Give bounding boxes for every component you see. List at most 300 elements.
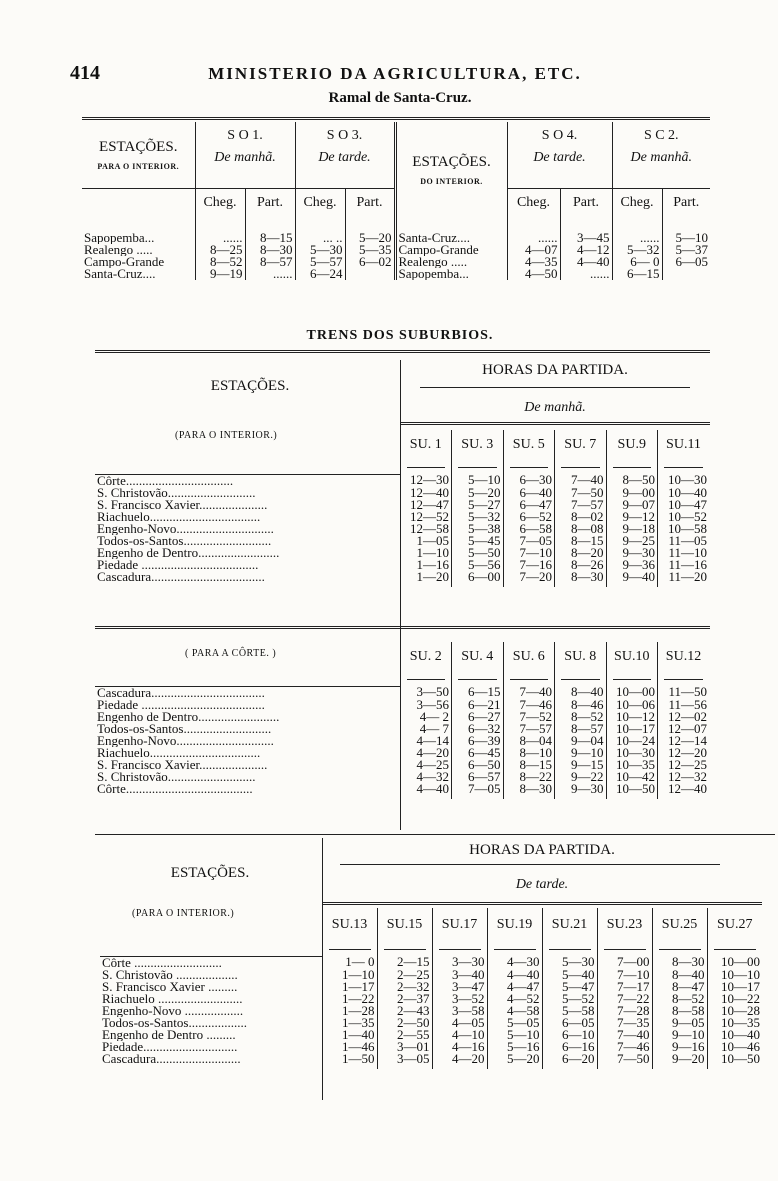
station-name: Santa-Cruz.... bbox=[395, 232, 507, 244]
time-cell: 6—15 bbox=[452, 686, 504, 699]
train-code: SU. 8 bbox=[555, 642, 607, 672]
time-cell: 7—17 bbox=[597, 981, 652, 993]
train-period: De tarde. bbox=[507, 150, 612, 188]
direction-label: PARA O INTERIOR. bbox=[97, 161, 180, 171]
time-cell: 5—27 bbox=[452, 499, 504, 511]
time-cell: 5—40 bbox=[542, 969, 597, 981]
time-cell bbox=[345, 268, 395, 280]
santa-cruz-table bbox=[82, 122, 710, 280]
time-cell: 3—58 bbox=[432, 1005, 487, 1017]
time-cell: 8—50 bbox=[606, 474, 658, 487]
time-cell: 6—45 bbox=[452, 747, 504, 759]
time-cell: 7—05 bbox=[503, 535, 555, 547]
station-name: Engenho de Dentro ......... bbox=[102, 1028, 236, 1041]
time-cell: 6—00 bbox=[452, 571, 504, 583]
time-cell: 11—05 bbox=[658, 535, 710, 547]
time-cell: 8—15 bbox=[503, 759, 555, 771]
time-cell: 6—21 bbox=[452, 699, 504, 711]
train-code: SU.27 bbox=[707, 908, 762, 942]
time-cell: 10—24 bbox=[606, 735, 658, 747]
train-code: SU.13 bbox=[322, 908, 377, 942]
stations-header: ESTAÇÕES. bbox=[412, 154, 491, 170]
timetable bbox=[95, 430, 709, 587]
time-cell: 1—10 bbox=[400, 547, 452, 559]
time-cell: 5—37 bbox=[662, 244, 710, 256]
time-cell: 7—52 bbox=[503, 711, 555, 723]
time-cell: 8—58 bbox=[652, 1005, 707, 1017]
time-cell: 10—58 bbox=[658, 523, 710, 535]
station-name: Piedade ...................................... bbox=[97, 698, 265, 711]
timetable bbox=[100, 908, 762, 1069]
table-row bbox=[95, 735, 709, 747]
train-period: De manhã. bbox=[195, 150, 295, 188]
time-cell: 7—16 bbox=[503, 559, 555, 571]
train-code: SU. 1 bbox=[400, 430, 452, 460]
stations-header: ESTAÇÕES. bbox=[210, 378, 290, 394]
time-cell: 3—40 bbox=[432, 969, 487, 981]
time-cell: 4— 2 bbox=[400, 711, 452, 723]
time-cell: 6—39 bbox=[452, 735, 504, 747]
page-number: 414 bbox=[70, 62, 100, 84]
station-name: Engenho-Novo.............................. bbox=[97, 522, 274, 535]
time-cell: 7—10 bbox=[597, 969, 652, 981]
direction-label: ( PARA A CÔRTE. ) bbox=[185, 648, 277, 659]
station-name: Riachuelo .......................... bbox=[102, 992, 243, 1005]
time-cell: 10—40 bbox=[658, 487, 710, 499]
time-cell: 5—20 bbox=[452, 487, 504, 499]
station-name: S. Francisco Xavier..................... bbox=[97, 498, 268, 511]
table-row bbox=[100, 969, 762, 981]
time-cell: 1— 0 bbox=[322, 956, 377, 969]
time-cell: 6—52 bbox=[503, 511, 555, 523]
direction-label: (PARA O INTERIOR.) bbox=[175, 430, 278, 441]
time-cell: 5—30 bbox=[542, 956, 597, 969]
time-cell: 5—52 bbox=[542, 993, 597, 1005]
time-cell: 3—01 bbox=[377, 1041, 432, 1053]
train-period: De tarde. bbox=[295, 150, 395, 188]
time-cell: 7—35 bbox=[597, 1017, 652, 1029]
time-cell: 11—16 bbox=[658, 559, 710, 571]
hours-header: HORAS DA PARTIDA. bbox=[469, 842, 615, 858]
time-cell: 4—20 bbox=[432, 1053, 487, 1065]
table-row bbox=[95, 711, 709, 723]
page-title: MINISTERIO DA AGRICULTURA, ETC. bbox=[208, 64, 582, 83]
train-code: S C 2. bbox=[612, 122, 710, 150]
table-row bbox=[82, 244, 710, 256]
col-header: Part. bbox=[245, 188, 295, 218]
time-cell: 9—36 bbox=[606, 559, 658, 571]
time-cell: 6—10 bbox=[542, 1029, 597, 1041]
station-name: Campo-Grande bbox=[84, 256, 165, 268]
time-cell: 8—02 bbox=[555, 511, 607, 523]
time-cell: 10—00 bbox=[707, 956, 762, 969]
time-cell: 9—30 bbox=[606, 547, 658, 559]
time-cell: 9—12 bbox=[606, 511, 658, 523]
time-cell: 4—25 bbox=[400, 759, 452, 771]
time-cell: 1—10 bbox=[322, 969, 377, 981]
time-cell: 8—52 bbox=[652, 993, 707, 1005]
time-cell: 5—16 bbox=[487, 1041, 542, 1053]
time-cell: 10—50 bbox=[707, 1053, 762, 1065]
time-cell: 1—35 bbox=[322, 1017, 377, 1029]
time-cell: 8—30 bbox=[245, 244, 295, 256]
time-cell: 2—43 bbox=[377, 1005, 432, 1017]
train-code: SU.12 bbox=[658, 642, 710, 672]
station-name: Cascadura.......................... bbox=[102, 1052, 241, 1065]
time-cell: 6— 0 bbox=[612, 256, 662, 268]
train-code: SU.21 bbox=[542, 908, 597, 942]
section-title-santa-cruz: Ramal de Santa-Cruz. bbox=[328, 90, 472, 106]
time-cell: 7—57 bbox=[503, 723, 555, 735]
time-cell: 3—30 bbox=[432, 956, 487, 969]
stations-header: ESTAÇÕES. bbox=[170, 865, 250, 881]
time-cell: 2—32 bbox=[377, 981, 432, 993]
train-code: SU. 4 bbox=[452, 642, 504, 672]
time-cell: 4—12 bbox=[560, 244, 612, 256]
train-code: SU. 3 bbox=[452, 430, 504, 460]
table-row bbox=[95, 723, 709, 735]
train-period: De manhã. bbox=[612, 150, 710, 188]
direction-label: (PARA O INTERIOR.) bbox=[132, 908, 235, 919]
time-cell: 5—20 bbox=[487, 1053, 542, 1065]
station-name: Côrte................................. bbox=[97, 474, 234, 487]
train-code: SU.15 bbox=[377, 908, 432, 942]
table-row bbox=[82, 268, 710, 280]
time-cell: 12—58 bbox=[400, 523, 452, 535]
time-cell: 1—05 bbox=[400, 535, 452, 547]
time-cell: 9—22 bbox=[555, 771, 607, 783]
time-cell: 10—42 bbox=[606, 771, 658, 783]
time-cell: 1—22 bbox=[322, 993, 377, 1005]
time-cell: 6—57 bbox=[452, 771, 504, 783]
time-cell bbox=[662, 268, 710, 280]
time-cell: 12—32 bbox=[658, 771, 710, 783]
table-row bbox=[95, 571, 709, 583]
time-cell: 5—38 bbox=[452, 523, 504, 535]
time-cell: 9—25 bbox=[606, 535, 658, 547]
time-cell: 12—47 bbox=[400, 499, 452, 511]
time-cell: ...... bbox=[195, 232, 245, 244]
time-cell: 10—47 bbox=[658, 499, 710, 511]
time-cell: 11—50 bbox=[658, 686, 710, 699]
time-cell: 5—45 bbox=[452, 535, 504, 547]
time-cell: 10—17 bbox=[707, 981, 762, 993]
time-cell: 5—20 bbox=[345, 232, 395, 244]
time-cell: 7—28 bbox=[597, 1005, 652, 1017]
time-cell: 8—30 bbox=[555, 571, 607, 583]
time-cell: 11—56 bbox=[658, 699, 710, 711]
time-cell: 7—22 bbox=[597, 993, 652, 1005]
station-name: Todos-os-Santos.................. bbox=[102, 1016, 247, 1029]
time-cell: 12—14 bbox=[658, 735, 710, 747]
table-row bbox=[95, 535, 709, 547]
train-code: SU.19 bbox=[487, 908, 542, 942]
time-cell: 10—30 bbox=[658, 474, 710, 487]
time-cell: 9—40 bbox=[606, 571, 658, 583]
train-code: SU. 6 bbox=[503, 642, 555, 672]
time-cell: 4—16 bbox=[432, 1041, 487, 1053]
time-cell: 5—10 bbox=[487, 1029, 542, 1041]
station-name: Côrte ........................... bbox=[102, 956, 222, 969]
table-row bbox=[100, 956, 762, 969]
station-name: Engenho-Novo.............................. bbox=[97, 734, 274, 747]
time-cell: ...... bbox=[245, 268, 295, 280]
station-name: Cascadura................................... bbox=[97, 686, 265, 699]
time-cell: 2—50 bbox=[377, 1017, 432, 1029]
table-row bbox=[95, 547, 709, 559]
train-code: SU.25 bbox=[652, 908, 707, 942]
time-cell: 6—05 bbox=[662, 256, 710, 268]
time-cell: 5—32 bbox=[612, 244, 662, 256]
table-row bbox=[95, 559, 709, 571]
time-cell: 8—30 bbox=[652, 956, 707, 969]
station-name: S. Christovão........................... bbox=[97, 486, 256, 499]
time-cell: 8—26 bbox=[555, 559, 607, 571]
time-cell: 7—40 bbox=[503, 686, 555, 699]
time-cell: 8—10 bbox=[503, 747, 555, 759]
time-cell: 10—46 bbox=[707, 1041, 762, 1053]
time-cell: 9—15 bbox=[555, 759, 607, 771]
time-cell: 6—24 bbox=[295, 268, 345, 280]
time-cell: 12—25 bbox=[658, 759, 710, 771]
table-row bbox=[95, 783, 709, 795]
time-cell: 10—35 bbox=[707, 1017, 762, 1029]
station-name: Sapopemba... bbox=[395, 268, 507, 280]
time-cell: 7—20 bbox=[503, 571, 555, 583]
time-cell: 1—17 bbox=[322, 981, 377, 993]
time-cell: 5—47 bbox=[542, 981, 597, 993]
train-code: S O 3. bbox=[295, 122, 395, 150]
time-cell: 12—40 bbox=[400, 487, 452, 499]
time-cell: 7—40 bbox=[597, 1029, 652, 1041]
table-row bbox=[95, 771, 709, 783]
time-cell: 9—00 bbox=[606, 487, 658, 499]
col-header: Cheg. bbox=[612, 188, 662, 218]
time-cell: ... .. bbox=[295, 232, 345, 244]
station-name: S. Christovão ................... bbox=[102, 968, 238, 981]
time-cell: 2—55 bbox=[377, 1029, 432, 1041]
time-cell: 4—30 bbox=[487, 956, 542, 969]
time-cell: 8—20 bbox=[555, 547, 607, 559]
time-cell: 3—56 bbox=[400, 699, 452, 711]
time-cell: ...... bbox=[612, 232, 662, 244]
train-code: S O 1. bbox=[195, 122, 295, 150]
time-cell: 4—40 bbox=[400, 783, 452, 795]
time-cell: 10—52 bbox=[658, 511, 710, 523]
time-cell: 7—10 bbox=[503, 547, 555, 559]
time-cell: 9—19 bbox=[195, 268, 245, 280]
time-cell: 6—30 bbox=[503, 474, 555, 487]
time-cell: 9—16 bbox=[652, 1041, 707, 1053]
col-header: Part. bbox=[345, 188, 395, 218]
time-cell: 3—47 bbox=[432, 981, 487, 993]
time-cell: 8—57 bbox=[245, 256, 295, 268]
time-cell: 6—05 bbox=[542, 1017, 597, 1029]
time-cell: 4—40 bbox=[560, 256, 612, 268]
timetable bbox=[95, 642, 709, 799]
time-cell: 12—30 bbox=[400, 474, 452, 487]
table-row bbox=[95, 523, 709, 535]
time-cell: 8—40 bbox=[652, 969, 707, 981]
station-name: Engenho de Dentro......................... bbox=[97, 546, 280, 559]
time-cell: 8—47 bbox=[652, 981, 707, 993]
station-name: S. Francisco Xavier ......... bbox=[102, 980, 238, 993]
station-name: Sapopemba... bbox=[84, 232, 155, 244]
time-cell: 8—22 bbox=[503, 771, 555, 783]
time-cell: 1—16 bbox=[400, 559, 452, 571]
col-header: Cheg. bbox=[295, 188, 345, 218]
station-name: Realengo ..... bbox=[84, 244, 153, 256]
time-cell: 10—35 bbox=[606, 759, 658, 771]
time-cell: 10—50 bbox=[606, 783, 658, 795]
table-row bbox=[95, 487, 709, 499]
time-cell: 7—05 bbox=[452, 783, 504, 795]
train-code: S O 4. bbox=[507, 122, 612, 150]
time-cell: 10—30 bbox=[606, 747, 658, 759]
table-row bbox=[100, 1017, 762, 1029]
time-cell: 8—52 bbox=[555, 711, 607, 723]
time-cell: 5—50 bbox=[452, 547, 504, 559]
table-row bbox=[95, 686, 709, 699]
train-code: SU.10 bbox=[606, 642, 658, 672]
table-row bbox=[100, 1041, 762, 1053]
time-cell: 12—20 bbox=[658, 747, 710, 759]
time-cell: 7—50 bbox=[597, 1053, 652, 1065]
time-cell: 6—02 bbox=[345, 256, 395, 268]
time-cell: 6—20 bbox=[542, 1053, 597, 1065]
morning-inbound-table bbox=[95, 642, 709, 799]
time-cell: 5—56 bbox=[452, 559, 504, 571]
table-row bbox=[100, 981, 762, 993]
time-cell: 4— 7 bbox=[400, 723, 452, 735]
time-cell: 5—10 bbox=[662, 232, 710, 244]
col-header: Part. bbox=[662, 188, 710, 218]
period-label: De manhã. bbox=[524, 400, 586, 415]
time-cell: 12—02 bbox=[658, 711, 710, 723]
time-cell: 8—30 bbox=[503, 783, 555, 795]
time-cell: 5—05 bbox=[487, 1017, 542, 1029]
train-code: SU.23 bbox=[597, 908, 652, 942]
time-cell: 6—27 bbox=[452, 711, 504, 723]
time-cell: 7—50 bbox=[555, 487, 607, 499]
time-cell: 4—52 bbox=[487, 993, 542, 1005]
train-code: SU. 5 bbox=[503, 430, 555, 460]
station-name: S. Francisco Xavier..................... bbox=[97, 758, 268, 771]
station-name: S. Christovão........................... bbox=[97, 770, 256, 783]
period-label: De tarde. bbox=[515, 877, 569, 892]
time-cell: 12—40 bbox=[658, 783, 710, 795]
table-row bbox=[95, 747, 709, 759]
time-cell: 2—37 bbox=[377, 993, 432, 1005]
table-row bbox=[82, 232, 710, 244]
time-cell: 6—16 bbox=[542, 1041, 597, 1053]
morning-outbound-table bbox=[95, 430, 709, 587]
time-cell: 4—05 bbox=[432, 1017, 487, 1029]
time-cell: 9—30 bbox=[555, 783, 607, 795]
station-name: Engenho-Novo .................. bbox=[102, 1004, 244, 1017]
time-cell: 3—50 bbox=[400, 686, 452, 699]
time-cell: 9—10 bbox=[555, 747, 607, 759]
time-cell: 5—32 bbox=[452, 511, 504, 523]
table-row bbox=[95, 759, 709, 771]
station-name: Riachuelo.................................. bbox=[97, 746, 261, 759]
time-cell: 9—05 bbox=[652, 1017, 707, 1029]
time-cell: 10—17 bbox=[606, 723, 658, 735]
afternoon-outbound-table bbox=[100, 908, 762, 1069]
table-row bbox=[82, 256, 710, 268]
table-row bbox=[95, 699, 709, 711]
col-header: Cheg. bbox=[195, 188, 245, 218]
train-code: SU.9 bbox=[606, 430, 658, 460]
time-cell: 8—04 bbox=[503, 735, 555, 747]
time-cell: 5—10 bbox=[452, 474, 504, 487]
time-cell: 9—10 bbox=[652, 1029, 707, 1041]
time-cell: 4—50 bbox=[507, 268, 560, 280]
time-cell: 6—47 bbox=[503, 499, 555, 511]
time-cell: 9—18 bbox=[606, 523, 658, 535]
time-cell: 10—40 bbox=[707, 1029, 762, 1041]
time-cell: 1—20 bbox=[400, 571, 452, 583]
time-cell: 3—05 bbox=[377, 1053, 432, 1065]
time-cell: 1—40 bbox=[322, 1029, 377, 1041]
time-cell: 8—46 bbox=[555, 699, 607, 711]
col-header: Part. bbox=[560, 188, 612, 218]
time-cell: 3—45 bbox=[560, 232, 612, 244]
train-code: SU. 7 bbox=[555, 430, 607, 460]
time-cell: 8—25 bbox=[195, 244, 245, 256]
time-cell: 6—58 bbox=[503, 523, 555, 535]
time-cell: 8—57 bbox=[555, 723, 607, 735]
time-cell: 11—20 bbox=[658, 571, 710, 583]
time-cell: 11—10 bbox=[658, 547, 710, 559]
time-cell: 7—00 bbox=[597, 956, 652, 969]
train-code: SU.11 bbox=[658, 430, 710, 460]
table-row bbox=[95, 499, 709, 511]
station-name: Piedade............................. bbox=[102, 1040, 238, 1053]
time-cell: 8—52 bbox=[195, 256, 245, 268]
table-row bbox=[100, 1005, 762, 1017]
time-cell: 12—52 bbox=[400, 511, 452, 523]
time-cell: 10—12 bbox=[606, 711, 658, 723]
time-cell: 4—07 bbox=[507, 244, 560, 256]
time-cell: 8—15 bbox=[245, 232, 295, 244]
station-name: Todos-os-Santos........................... bbox=[97, 722, 272, 735]
station-name: Realengo ..... bbox=[395, 256, 507, 268]
time-cell: 4—47 bbox=[487, 981, 542, 993]
time-cell: 8—40 bbox=[555, 686, 607, 699]
table-row bbox=[100, 1053, 762, 1065]
time-cell: 4—58 bbox=[487, 1005, 542, 1017]
time-cell: ...... bbox=[560, 268, 612, 280]
time-cell: 7—57 bbox=[555, 499, 607, 511]
time-cell: 2—15 bbox=[377, 956, 432, 969]
time-cell: 10—06 bbox=[606, 699, 658, 711]
time-cell: 9—20 bbox=[652, 1053, 707, 1065]
time-cell: 6—50 bbox=[452, 759, 504, 771]
station-name: Campo-Grande bbox=[395, 244, 507, 256]
table-row bbox=[95, 511, 709, 523]
time-cell: 7—46 bbox=[597, 1041, 652, 1053]
time-cell: 10—28 bbox=[707, 1005, 762, 1017]
table-row bbox=[100, 993, 762, 1005]
time-cell: 1—46 bbox=[322, 1041, 377, 1053]
time-cell: 5—58 bbox=[542, 1005, 597, 1017]
section-title-suburbios: TRENS DOS SUBURBIOS. bbox=[306, 328, 494, 343]
time-cell: 5—35 bbox=[345, 244, 395, 256]
direction-label: DO INTERIOR. bbox=[420, 177, 483, 186]
time-cell: 4—14 bbox=[400, 735, 452, 747]
table-row bbox=[100, 1029, 762, 1041]
